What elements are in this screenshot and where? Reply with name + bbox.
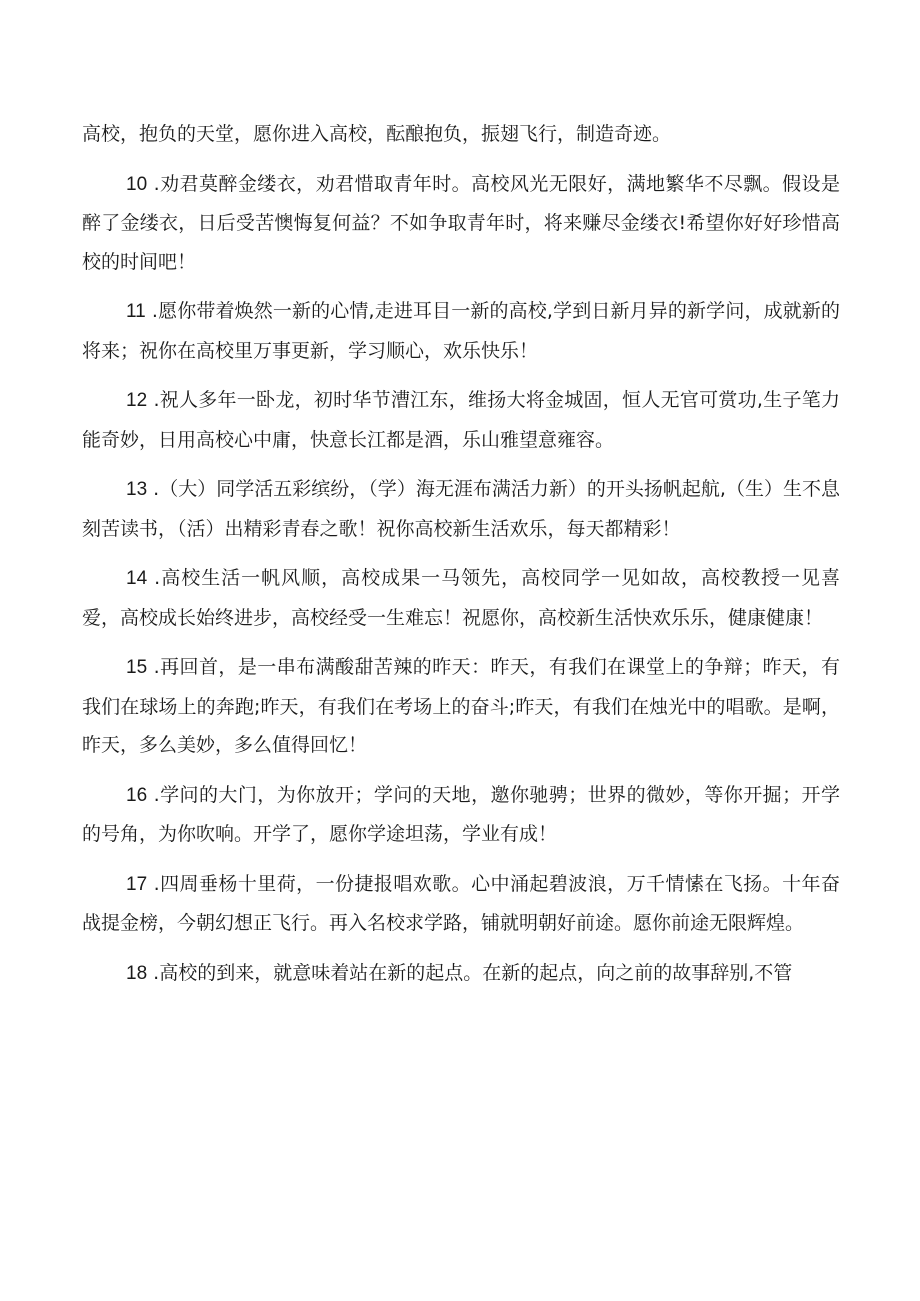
paragraph-text: .劝君莫醉金缕衣，劝君惜取青年时。高校风光无限好，满地繁华不尽飘。假设是醉了金缕衣，日后受苦懊悔复何益？不如争取青年时，将来赚尽金缕衣!希望你好好珍惜高校的时间吧！: [82, 172, 840, 273]
paragraph-continuation: 高校，抱负的天堂，愿你进入高校，酝酿抱负，振翅飞行，制造奇迹。: [82, 123, 672, 145]
paragraph-text: .学问的大门，为你放开；学问的天地，邀你驰骋；世界的微妙，等你开掘；开学的号角，为你吹响。开学了，愿你学途坦荡，学业有成！: [82, 783, 840, 845]
paragraph-number: 17: [126, 873, 148, 895]
paragraph-18: [82, 954, 840, 994]
paragraph-number: 14: [126, 568, 148, 589]
paragraph-number: 11: [126, 301, 146, 322]
paragraph-text: .高校生活一帆风顺，高校成果一马领先，高校同学一见如故，高校教授一见喜爱，高校成长始终进步，高校经受一生难忘！祝愿你，高校新生活快欢乐乐，健康健康！: [82, 567, 840, 629]
paragraph-number: 15: [126, 657, 148, 678]
paragraph-number: 16: [126, 784, 148, 806]
paragraph-11: [82, 292, 840, 370]
paragraph-text: .（大）同学活五彩缤纷，（学）海无涯布满活力新）的开头扬帆起航,（生）生不息刻苦读书，（活）出精彩青春之歌！祝你高校新生活欢乐，每天都精彩！: [82, 478, 840, 540]
paragraph-number: 10: [126, 173, 148, 195]
paragraph-10: [82, 165, 840, 282]
paragraph-text: .高校的到来，就意味着站在新的起点。在新的起点，向之前的故事辞别,不管: [147, 961, 793, 984]
paragraph-text: .愿你带着焕然一新的心情,走进耳目一新的高校,学到日新月异的新学问，成就新的将来；祝你在高校里万事更新，学习顺心，欢乐快乐！: [82, 300, 840, 362]
paragraph-number: 18: [126, 962, 148, 984]
paragraph-17: [82, 865, 840, 943]
paragraph-12: [82, 381, 840, 459]
document-body: [82, 115, 840, 1004]
paragraph-16: [82, 776, 840, 854]
paragraph-number: 12: [126, 390, 148, 411]
paragraph-14: [82, 559, 840, 637]
paragraph-text: .四周垂杨十里荷，一份捷报唱欢歌。心中涌起碧波浪，万千情愫在飞扬。十年奋战提金榜，今朝幻想正飞行。再入名校求学路，铺就明朝好前途。愿你前途无限辉煌。: [82, 872, 840, 934]
paragraph-text: .再回首，是一串布满酸甜苦辣的昨天：昨天，有我们在课堂上的争辩；昨天，有我们在球场上的奔跑;昨天，有我们在考场上的奋斗;昨天，有我们在烛光中的唱歌。是啊，昨天，多么美妙，多么值得回忆！: [82, 656, 840, 756]
paragraph-13: [82, 470, 840, 548]
paragraph-number: 13: [126, 479, 148, 500]
paragraph-text: .祝人多年一卧龙，初时华节漕江东，维扬大将金城固，恒人无官可赏功,生子笔力能奇妙，日用高校心中庸，快意长江都是酒，乐山雅望意雍容。: [82, 389, 840, 451]
paragraph-15: [82, 648, 840, 765]
